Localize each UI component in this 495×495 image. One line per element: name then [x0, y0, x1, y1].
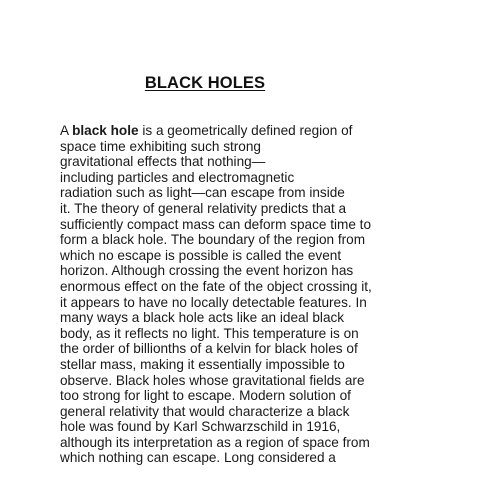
document-body — [60, 123, 480, 466]
body-line: it appears to have no locally detectable features. In — [60, 294, 367, 310]
body-line: horizon. Although crossing the event horizon has — [60, 263, 354, 279]
body-line: which no escape is possible is called the event — [60, 247, 342, 263]
body-line: sufficiently compact mass can deform space time to — [60, 216, 372, 232]
body-line: including particles and electromagnetic — [60, 169, 295, 185]
body-line: form a black hole. The boundary of the region from — [60, 232, 366, 248]
body-line: gravitational effects that nothing— — [60, 154, 266, 170]
body-line: which nothing can escape. Long considered a — [60, 450, 336, 466]
body-line: it. The theory of general relativity predicts that a — [60, 200, 347, 216]
document-title: BLACK HOLES — [144, 74, 266, 92]
body-line: body, as it reflects no light. This temperature is on — [60, 325, 359, 341]
body-line: too strong for light to escape. Modern solution of — [60, 388, 351, 404]
body-line: radiation such as light—can escape from inside — [60, 185, 345, 201]
body-line: space time exhibiting such strong — [60, 138, 261, 154]
body-line: stellar mass, making it essentially impossible to — [60, 356, 345, 372]
body-line: many ways a black hole acts like an ideal black — [60, 310, 345, 326]
intro-prefix: A — [60, 123, 73, 138]
body-line-text: is a geometrically defined region of — [138, 123, 353, 138]
body-line: the order of billionths of a kelvin for black holes of — [60, 341, 358, 357]
body-line: although its interpretation as a region of space from — [60, 434, 370, 450]
body-line — [60, 123, 480, 139]
body-line: general relativity that would characterize a black — [60, 403, 350, 419]
body-line: observe. Black holes whose gravitational fields are — [60, 372, 365, 388]
intro-bold-term: black hole — [72, 123, 139, 138]
body-line: enormous effect on the fate of the object crossing it, — [60, 278, 372, 294]
body-line: hole was found by Karl Schwarzschild in 1916, — [60, 419, 341, 435]
